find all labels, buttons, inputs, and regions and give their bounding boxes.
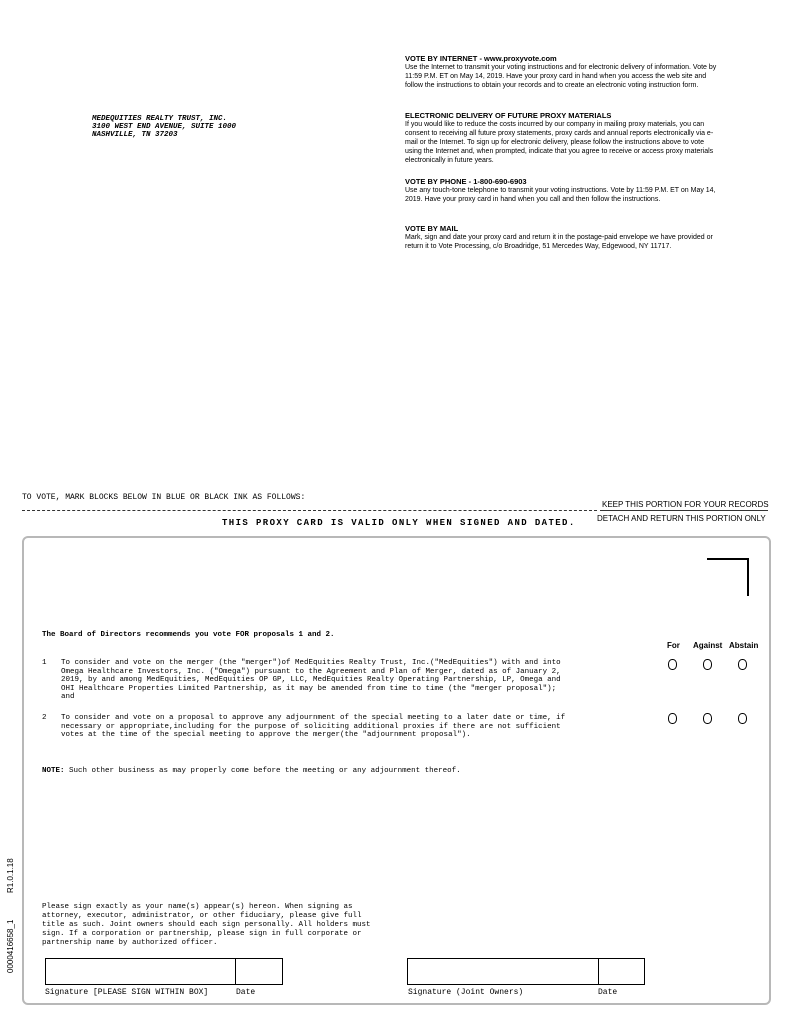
vote-internet-section — [405, 54, 720, 90]
proposal-2-text: To consider and vote on a proposal to approve any adjournment of the special meeting to a later date or time, if necessary or appropriate,including for the purpose of soliciting additional proxies if there are not sufficient votes at the time of the special meeting to approve the merger(the "adjournment proposal"). — [61, 714, 566, 739]
vote-phone-body: Use any touch-tone telephone to transmit your voting instructions. Vote by 11:59 P.M. ET on May 14, 2019. Have your proxy card in hand when you call and then follow the instructions. — [405, 187, 716, 203]
joint-signature-label: Signature (Joint Owners) — [408, 988, 524, 997]
registration-corner-mark — [707, 558, 749, 596]
sender-address — [92, 115, 236, 139]
proposal-2-for-oval[interactable] — [668, 713, 677, 724]
proposal-2 — [42, 714, 572, 740]
vote-phone-section — [405, 177, 720, 204]
column-abstain: Abstain — [729, 641, 759, 650]
proposal-2-abstain-oval[interactable] — [738, 713, 747, 724]
column-against: Against — [693, 641, 723, 650]
proposal-2-number: 2 — [42, 714, 47, 722]
keep-portion-label: KEEP THIS PORTION FOR YOUR RECORDS — [602, 500, 769, 509]
side-revision: R1.0.1.18 — [6, 858, 15, 893]
detach-solid-line — [600, 510, 768, 511]
sender-street: 3100 WEST END AVENUE, SUITE 1000 — [92, 123, 237, 131]
signature-label: Signature [PLEASE SIGN WITHIN BOX] — [45, 988, 209, 997]
date-label: Date — [236, 988, 256, 997]
vote-phone-heading: VOTE BY PHONE - 1-800-690-6903 — [405, 177, 527, 186]
proposal-1-against-oval[interactable] — [703, 659, 712, 670]
vote-mail-body: Mark, sign and date your proxy card and return it in the postage-paid envelope we have provided or return it to Vote Processing, c/o Broadridge, 51 Mercedes Way, Edgewood, NY 11717. — [405, 234, 713, 250]
side-codes — [4, 855, 24, 985]
vote-internet-heading: VOTE BY INTERNET - www.proxyvote.com — [405, 54, 557, 63]
sender-city: NASHVILLE, TN 37203 — [92, 131, 178, 139]
column-for: For — [667, 641, 680, 650]
proposal-1-abstain-oval[interactable] — [738, 659, 747, 670]
vote-internet-body: Use the Internet to transmit your voting instructions and for electronic delivery of information. Vote by 11:59 P.M. ET on May 14, 2019. Have your proxy card in hand when you access the web site and follow the instructions to obtain your records and to create an electronic voting instruction form. — [405, 64, 717, 89]
joint-date-box[interactable] — [598, 958, 645, 985]
electronic-delivery-section — [405, 111, 720, 165]
sender-name: MEDEQUITIES REALTY TRUST, INC. — [92, 115, 228, 123]
sign-instructions: Please sign exactly as your name(s) appear(s) hereon. When signing as attorney, executor, administrator, or other fiduciary, please give full title as such. Joint owners should each sign personally. All holders must sign. If a corporation or partnership, please sign in full corporate or partnership name by authorized officer. — [42, 903, 371, 947]
vote-mail-section — [405, 224, 720, 251]
electronic-delivery-body: If you would like to reduce the costs incurred by our company in mailing proxy materials, you can consent to receiving all future proxy statements, proxy cards and annual reports electronically via e-mail or the Internet. To sign up for electronic delivery, please follow the instructions above to vote using the Internet and, when prompted, indicate that you agree to receive or access proxy materials electronically in future years. — [405, 121, 714, 164]
side-doc-id: 0000416658_1 — [6, 919, 15, 973]
joint-signature-box[interactable] — [407, 958, 599, 985]
vote-mail-heading: VOTE BY MAIL — [405, 224, 459, 233]
mark-instruction: TO VOTE, MARK BLOCKS BELOW IN BLUE OR BLACK INK AS FOLLOWS: — [22, 493, 306, 502]
proposal-1 — [42, 659, 572, 702]
joint-date-label: Date — [598, 988, 618, 997]
proposal-1-text: To consider and vote on the merger (the "merger")of MedEquities Realty Trust, Inc.("MedEquities") with and into Omega Healthcare Investors, Inc. ("Omega") pursuant to the Agreement and Plan of Merger, dated as of January 2, 2019, by and among MedEquities, MedEquities OP GP, LLC, MedEquities Realty Operating Partnership, LP, Omega and OHI Healthcare Properties Limited Partnership, as it may be amended from time to time (the "merger proposal"); and — [61, 659, 561, 701]
proposal-2-against-oval[interactable] — [703, 713, 712, 724]
date-box[interactable] — [235, 958, 283, 985]
valid-notice: THIS PROXY CARD IS VALID ONLY WHEN SIGNED AND DATED. — [222, 518, 576, 528]
detach-dashed-line — [22, 510, 597, 511]
note-text: Such other business as may properly come before the meeting or any adjournment thereof. — [64, 767, 461, 775]
proposal-1-for-oval[interactable] — [668, 659, 677, 670]
note — [42, 767, 461, 775]
signature-box[interactable] — [45, 958, 236, 985]
note-label: NOTE: — [42, 767, 65, 775]
proposal-1-number: 1 — [42, 659, 47, 667]
electronic-delivery-heading: ELECTRONIC DELIVERY OF FUTURE PROXY MATERIALS — [405, 111, 612, 120]
detach-return-label: DETACH AND RETURN THIS PORTION ONLY — [597, 514, 766, 523]
board-recommendation: The Board of Directors recommends you vote FOR proposals 1 and 2. — [42, 631, 335, 639]
